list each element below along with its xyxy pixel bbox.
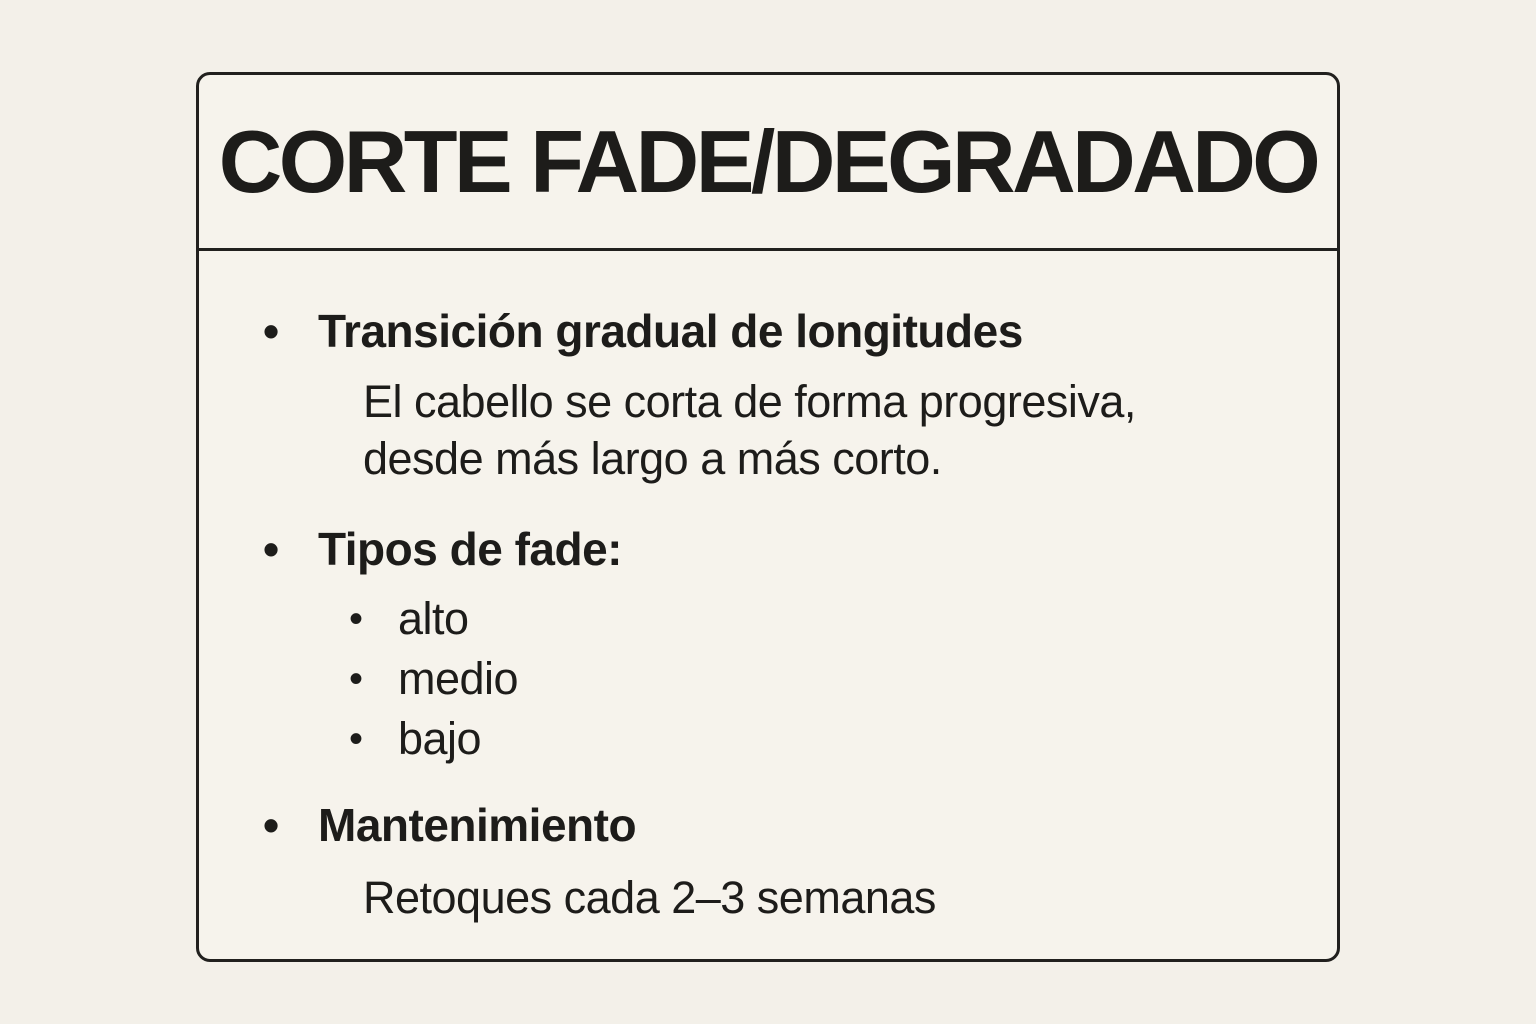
section-body-line: desde más largo a más corto. xyxy=(363,433,942,484)
card-body xyxy=(199,251,1337,926)
bullet-icon: • xyxy=(349,717,363,761)
card-header xyxy=(199,75,1337,251)
bullet-icon: • xyxy=(263,523,279,575)
bullet-icon: • xyxy=(349,657,363,701)
bullet-icon: • xyxy=(349,597,363,641)
section-body-line: Retoques cada 2–3 semanas xyxy=(363,872,936,923)
card-title: CORTE FADE/DEGRADADO xyxy=(218,111,1318,211)
section-heading-row xyxy=(199,303,1297,359)
section-tipos-de-fade xyxy=(199,521,1297,769)
note-card xyxy=(196,72,1340,962)
section-transicion xyxy=(199,303,1297,487)
list-item-medio xyxy=(199,649,1297,709)
section-mantenimiento xyxy=(199,797,1297,926)
list-item-label: alto xyxy=(398,593,469,644)
list-item-label: bajo xyxy=(398,713,482,764)
section-heading: Transición gradual de longitudes xyxy=(318,305,1023,357)
section-heading: Tipos de fade: xyxy=(318,523,622,575)
section-heading: Mantenimiento xyxy=(318,799,637,851)
bullet-icon: • xyxy=(263,305,279,357)
section-heading-row xyxy=(199,521,1297,577)
list-item-label: medio xyxy=(398,653,519,704)
section-heading-row xyxy=(199,797,1297,853)
bullet-icon: • xyxy=(263,799,279,851)
section-body-line: El cabello se corta de forma progresiva, xyxy=(363,376,1136,427)
list-item-alto xyxy=(199,589,1297,649)
list-item-bajo xyxy=(199,709,1297,769)
